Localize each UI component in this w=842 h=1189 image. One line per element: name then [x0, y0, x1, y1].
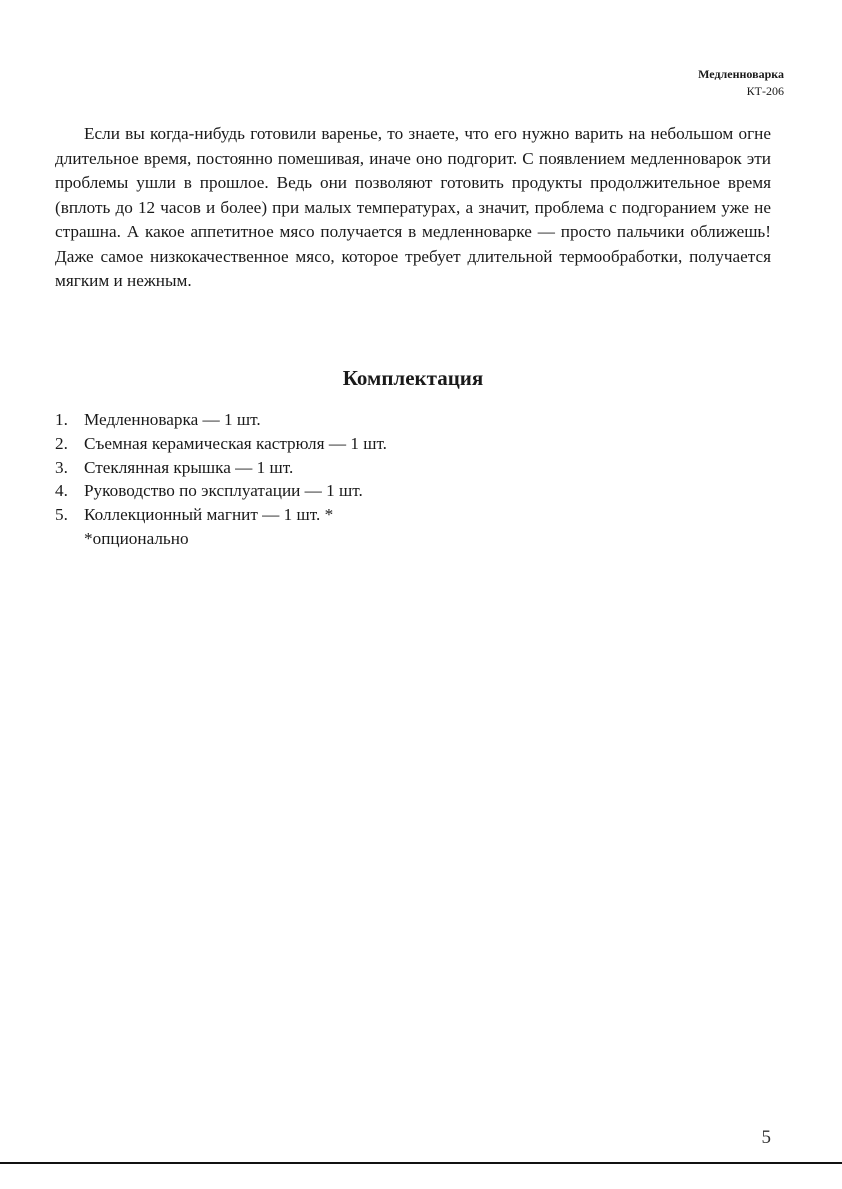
- list-item-text: Руководство по эксплуатации — 1 шт.: [84, 481, 363, 501]
- page-number: 5: [761, 1127, 771, 1148]
- list-item-text: Стеклянная крышка — 1 шт.: [84, 457, 294, 477]
- list-item-number: 2.: [55, 433, 68, 453]
- list-item: [55, 432, 387, 456]
- list-item: [55, 408, 387, 432]
- model-number: КТ-206: [746, 84, 784, 98]
- kit-list: [55, 408, 387, 551]
- list-item-number: 4.: [55, 481, 68, 501]
- intro-paragraph: Если вы когда-нибудь готовили варенье, то знаете, что его нужно варить на небольшом огне длительное время, постоянно помешивая, иначе оно подгорит. С появлением медленноварок эти проблемы ушли в прошлое. Ведь они позволяют готовить продукты продолжительное время (вплоть до 12 часов и более) при малых температурах, а значит, проблема с подгоранием уже не страшна. А какое аппетитное мясо получается в медленноварке — просто пальчики оближешь! Даже самое низкокачественное мясо, которое требует длительной термообработки, получается мягким и нежным.: [55, 124, 771, 290]
- product-name: Медленноварка: [698, 67, 784, 81]
- list-item-text: Съемная керамическая кастрюля — 1 шт.: [84, 433, 387, 453]
- list-item: [55, 479, 387, 503]
- section-title-kit: Комплектация: [342, 366, 484, 390]
- list-item-number: 5.: [55, 505, 68, 525]
- optional-note: *опционально: [84, 528, 189, 548]
- list-item-number: 1.: [55, 410, 68, 429]
- list-item: [55, 456, 387, 480]
- list-item-number: 3.: [55, 457, 68, 477]
- page-header: [698, 66, 784, 100]
- list-item-text: Медленноварка — 1 шт.: [84, 410, 261, 429]
- list-item-text: Коллекционный магнит — 1 шт. *: [84, 505, 334, 525]
- list-item: [55, 503, 387, 527]
- bottom-divider: [0, 1162, 842, 1164]
